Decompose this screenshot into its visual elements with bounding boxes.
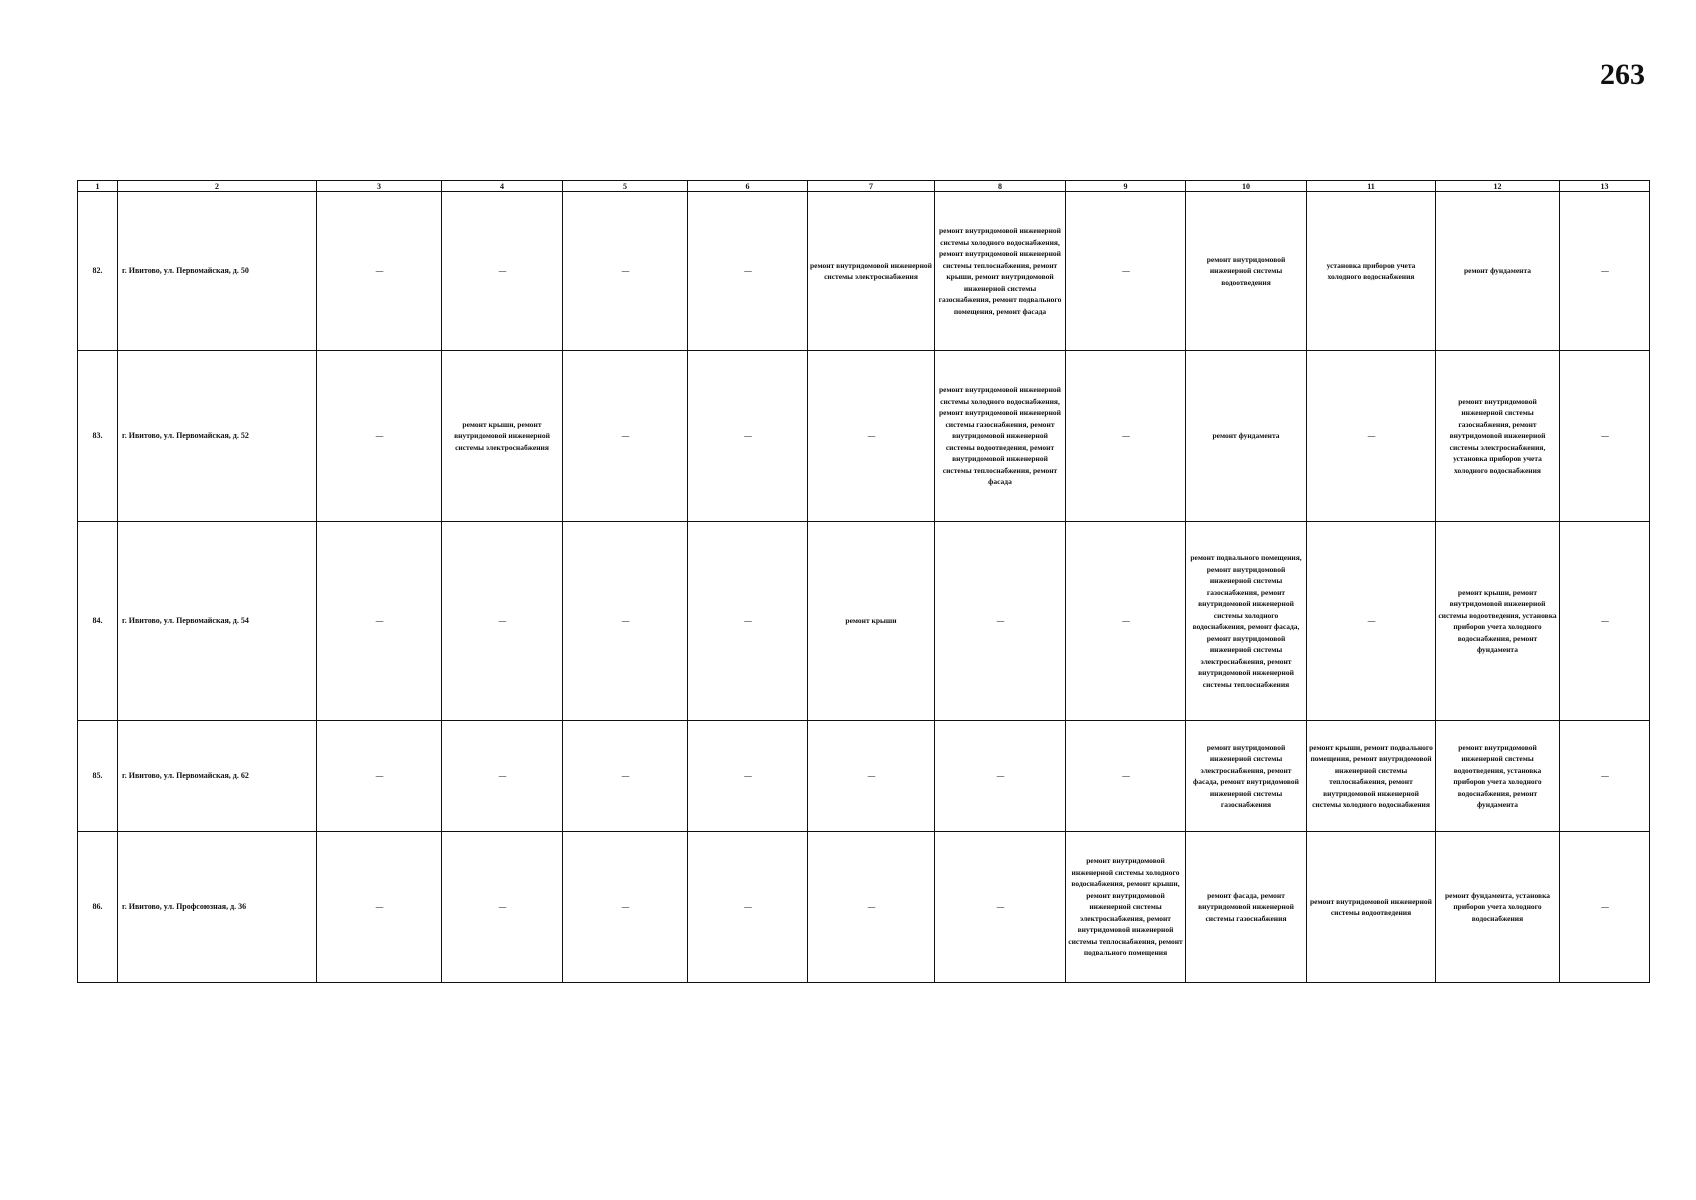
column-header: 8 xyxy=(935,181,1066,192)
table-cell: ремонт фундамента, установка приборов учета холодного водоснабжения xyxy=(1436,832,1560,983)
table-cell: — xyxy=(1307,351,1436,522)
table-cell: — xyxy=(1066,351,1186,522)
table-cell: ремонт внутридомовой инженерной системы водоотведения, установка приборов учета холодного водоснабжения, ремонт фундамента xyxy=(1436,721,1560,832)
table-cell: ремонт внутридомовой инженерной системы холодного водоснабжения, ремонт внутридомовой инженерной системы теплоснабжения, ремонт крыши, ремонт внутридомовой инженерной системы газоснабжения, ремонт подвального помещения, ремонт фасада xyxy=(935,192,1066,351)
row-number: 84. xyxy=(78,522,118,721)
column-header: 5 xyxy=(563,181,688,192)
table-cell: — xyxy=(563,351,688,522)
address-cell: г. Ивитово, ул. Первомайская, д. 54 xyxy=(118,522,317,721)
table-cell: — xyxy=(317,832,442,983)
table-cell: — xyxy=(563,721,688,832)
table-cell: ремонт внутридомовой инженерной системы водоотведения xyxy=(1186,192,1307,351)
address-cell: г. Ивитово, ул. Первомайская, д. 52 xyxy=(118,351,317,522)
table-cell: ремонт внутридомовой инженерной системы электроснабжения, ремонт фасада, ремонт внутридомовой инженерной системы газоснабжения xyxy=(1186,721,1307,832)
table-cell: ремонт внутридомовой инженерной системы холодного водоснабжения, ремонт внутридомовой инженерной системы газоснабжения, ремонт внутридомовой инженерной системы водоотведения, ремонт внутридомовой инженерной системы теплоснабжения, ремонт фасада xyxy=(935,351,1066,522)
table-cell: ремонт фундамента xyxy=(1186,351,1307,522)
column-header: 2 xyxy=(118,181,317,192)
table-row xyxy=(78,192,1650,351)
table-cell: — xyxy=(688,832,808,983)
table-cell: — xyxy=(688,721,808,832)
works-table xyxy=(77,180,1650,983)
table-cell: — xyxy=(563,192,688,351)
table-cell: ремонт крыши, ремонт внутридомовой инженерной системы водоотведения, установка приборов учета холодного водоснабжения, ремонт фундамента xyxy=(1436,522,1560,721)
page-number: 263 xyxy=(1600,58,1645,91)
table-cell: ремонт фасада, ремонт внутридомовой инженерной системы газоснабжения xyxy=(1186,832,1307,983)
column-header: 6 xyxy=(688,181,808,192)
table-cell: — xyxy=(688,192,808,351)
table-cell: ремонт внутридомовой инженерной системы электроснабжения xyxy=(808,192,935,351)
column-header: 12 xyxy=(1436,181,1560,192)
address-cell: г. Ивитово, ул. Профсоюзная, д. 36 xyxy=(118,832,317,983)
table-cell: — xyxy=(935,522,1066,721)
address-cell: г. Ивитово, ул. Первомайская, д. 62 xyxy=(118,721,317,832)
table-row xyxy=(78,721,1650,832)
table-row xyxy=(78,832,1650,983)
table-cell: — xyxy=(688,522,808,721)
table-cell: — xyxy=(1066,192,1186,351)
table-cell: — xyxy=(935,721,1066,832)
column-header: 9 xyxy=(1066,181,1186,192)
table-cell: — xyxy=(935,832,1066,983)
column-header: 13 xyxy=(1560,181,1650,192)
table-cell: установка приборов учета холодного водоснабжения xyxy=(1307,192,1436,351)
row-number: 85. xyxy=(78,721,118,832)
table-cell: — xyxy=(563,522,688,721)
table-cell: — xyxy=(1066,522,1186,721)
table-cell: — xyxy=(1307,522,1436,721)
table-cell: ремонт крыши, ремонт внутридомовой инженерной системы электроснабжения xyxy=(442,351,563,522)
row-number: 82. xyxy=(78,192,118,351)
table-cell: ремонт внутридомовой инженерной системы газоснабжения, ремонт внутридомовой инженерной системы электроснабжения, установка приборов учета холодного водоснабжения xyxy=(1436,351,1560,522)
table-cell: — xyxy=(317,192,442,351)
table-cell: — xyxy=(442,832,563,983)
column-header: 11 xyxy=(1307,181,1436,192)
row-number: 86. xyxy=(78,832,118,983)
table-row xyxy=(78,522,1650,721)
address-cell: г. Ивитово, ул. Первомайская, д. 50 xyxy=(118,192,317,351)
column-header: 4 xyxy=(442,181,563,192)
table-cell: — xyxy=(442,721,563,832)
works-table-container xyxy=(77,180,1649,983)
column-header: 3 xyxy=(317,181,442,192)
table-cell: — xyxy=(808,832,935,983)
table-cell: — xyxy=(1560,522,1650,721)
table-cell: — xyxy=(808,351,935,522)
table-cell: — xyxy=(563,832,688,983)
column-header: 7 xyxy=(808,181,935,192)
table-cell: — xyxy=(317,522,442,721)
table-cell: ремонт внутридомовой инженерной системы холодного водоснабжения, ремонт крыши, ремонт внутридомовой инженерной системы электроснабжения, ремонт внутридомовой инженерной системы теплоснабжения, ремонт подвального помещения xyxy=(1066,832,1186,983)
table-cell: ремонт внутридомовой инженерной системы водоотведения xyxy=(1307,832,1436,983)
table-cell: ремонт фундамента xyxy=(1436,192,1560,351)
table-cell: — xyxy=(688,351,808,522)
table-cell: — xyxy=(1560,351,1650,522)
table-cell: — xyxy=(1560,721,1650,832)
column-number-row xyxy=(78,181,1650,192)
table-cell: — xyxy=(442,192,563,351)
row-number: 83. xyxy=(78,351,118,522)
table-cell: — xyxy=(442,522,563,721)
table-cell: — xyxy=(1560,192,1650,351)
table-cell: ремонт подвального помещения, ремонт внутридомовой инженерной системы газоснабжения, ремонт внутридомовой инженерной системы холодного водоснабжения, ремонт фасада, ремонт внутридомовой инженерной системы электроснабжения, ремонт внутридомовой инженерной системы теплоснабжения xyxy=(1186,522,1307,721)
table-cell: — xyxy=(1560,832,1650,983)
table-row xyxy=(78,351,1650,522)
column-header: 10 xyxy=(1186,181,1307,192)
table-cell: — xyxy=(317,721,442,832)
table-cell: — xyxy=(1066,721,1186,832)
table-cell: — xyxy=(317,351,442,522)
table-cell: ремонт крыши, ремонт подвального помещения, ремонт внутридомовой инженерной системы теплоснабжения, ремонт внутридомовой инженерной системы холодного водоснабжения xyxy=(1307,721,1436,832)
table-cell: — xyxy=(808,721,935,832)
column-header: 1 xyxy=(78,181,118,192)
table-cell: ремонт крыши xyxy=(808,522,935,721)
